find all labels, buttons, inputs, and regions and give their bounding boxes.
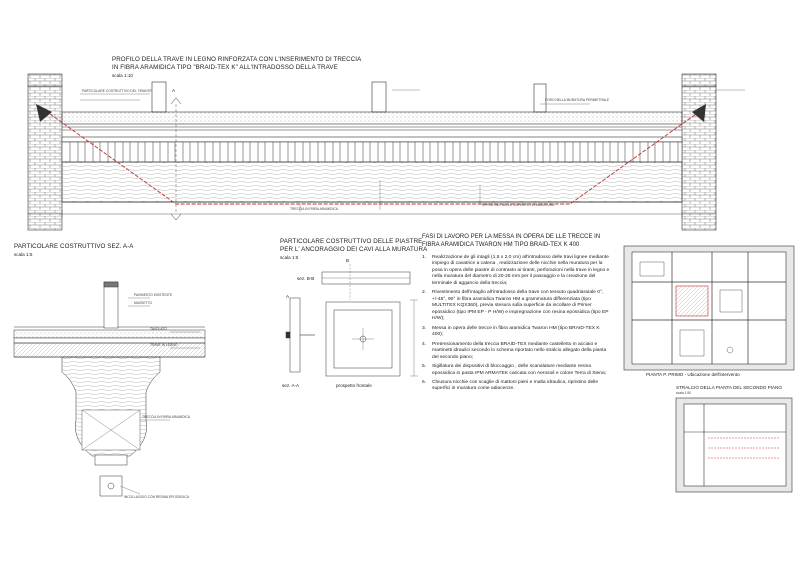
work-step — [422, 255, 612, 287]
joist — [415, 142, 423, 162]
section-aa-callout-4: TRAVE IN LEGNO — [150, 343, 178, 347]
plan-first-caption: PIANTA P. PRIMO - Ubicazione dell'intervento — [646, 372, 740, 377]
work-step — [422, 342, 612, 361]
joist — [70, 142, 78, 162]
section-aa-drawing — [14, 282, 205, 496]
plates-mark-a: A — [286, 294, 290, 299]
joist — [205, 142, 213, 162]
joist — [220, 142, 228, 162]
profile-title-line1: PROFILO DELLA TRAVE IN LEGNO RINFORZATA CON L'INSERIMENTO DI TRECCIA — [112, 56, 362, 63]
joist — [625, 142, 633, 162]
joist — [655, 142, 663, 162]
profile-section-mark: A — [172, 88, 176, 93]
plates-label-front: prospetto frontale — [336, 383, 372, 388]
joist — [370, 142, 378, 162]
section-aa-callout-2: MASSETTO — [134, 301, 153, 305]
work-step-number: 1. — [422, 255, 427, 260]
joist — [160, 142, 168, 162]
joist — [475, 142, 483, 162]
joist — [385, 142, 393, 162]
section-aa-callout-6: INCOLLAGGIO CON RESINA EPOSSIDICA — [124, 495, 190, 499]
work-step-number: 3. — [422, 325, 427, 331]
joist — [250, 142, 258, 162]
joist — [340, 142, 348, 162]
section-aa-callout-3: TAVOLATO — [150, 327, 167, 331]
joist — [490, 142, 498, 162]
joist — [445, 142, 453, 162]
work-step-number: 6. — [422, 379, 427, 385]
plan-second-floor-extract — [676, 398, 792, 492]
joist — [580, 142, 588, 162]
joist — [565, 142, 573, 162]
plates-title-line1: PARTICOLARE COSTRUTTIVO DELLE PIASTRE — [280, 238, 423, 245]
plan-first-floor — [624, 246, 794, 370]
plates-label-bb: sez. B-B — [297, 276, 315, 281]
joist — [610, 142, 618, 162]
joist — [310, 142, 318, 162]
profile-title-line2: IN FIBRA ARAMIDICA TIPO "BRAID-TEX K" ALL'INTRADOSSO DELLA TRAVE — [112, 64, 338, 71]
work-step — [422, 290, 612, 322]
joist — [535, 142, 543, 162]
vertical-joist — [104, 282, 118, 328]
work-step-text: Chiusura nicchie con scaglie di mattoni pieni e malta idraulica, ripristino delle superfici in muratura come adiacenze. — [432, 379, 599, 392]
profile-scale: scala 1:10 — [112, 73, 133, 78]
work-step-text: Rivestimento dell'intaglio all'intradosso della trave con tessuto quadriassiale 0°, +/-45°, 90° in fibra aramidica Twaron HM a grammatura differenziata (tipo MULTITEX KQX360), previa stesura sulla superficie da incollare di Primer epossidico (tipo IPM EP - P H/W) e impregnazione con resina epossidica (tipo EP H/W); — [432, 290, 609, 322]
joist — [130, 142, 138, 162]
work-steps-title-line1: FASI DI LAVORO PER LA MESSA IN OPERA DE LLE TRECCE IN — [422, 234, 601, 240]
joist — [505, 142, 513, 162]
joist — [550, 142, 558, 162]
right-wall — [682, 86, 716, 230]
plates-label-aa: sez. A-A — [282, 383, 300, 388]
work-step-number: 5. — [422, 364, 427, 370]
joist — [640, 142, 648, 162]
work-step — [422, 380, 612, 393]
wood-beam — [62, 162, 682, 202]
joists — [70, 142, 678, 162]
section-aa-callout-5: TRECCIA IN FIBRA ARAMIDICA — [142, 415, 190, 419]
joist — [295, 142, 303, 162]
joist — [520, 142, 528, 162]
work-steps-title-line2: FIBRA ARAMIDICA TWARON HM TIPO BRAID-TEX K 400 — [422, 241, 580, 248]
plan-second-caption: STRALCIO DELLA PIANTA DEL SECONDO PIANO — [676, 385, 782, 390]
work-step — [422, 326, 612, 339]
section-aa-title: PARTICOLARE COSTRUTTIVO SEZ. A-A — [14, 243, 134, 250]
section-aa-scale: scala 1:5 — [14, 252, 33, 257]
work-step-number: 2. — [422, 290, 427, 296]
joist — [85, 142, 93, 162]
joist — [235, 142, 243, 162]
joist — [145, 142, 153, 162]
joist — [280, 142, 288, 162]
work-step-text: Pretensionamento della treccia BRAID-TEX mediante castelletto in acciaio e martinetti idraulici secondo lo schema riportato nello stralcio allegato della pianta del secondo piano; — [432, 341, 607, 360]
joist — [670, 142, 678, 162]
joist — [595, 142, 603, 162]
work-steps — [422, 234, 612, 396]
plates-mark-b: B — [346, 258, 350, 263]
section-aa-callout-1: PAVIMENTO ESISTENTE — [134, 293, 173, 297]
work-steps-title — [422, 234, 612, 249]
joist — [430, 142, 438, 162]
joist — [190, 142, 198, 162]
plates-scale: scala 1:5 — [280, 255, 299, 260]
joist — [400, 142, 408, 162]
profile-callout-lower-right: RIPRISTINO DELLE SUPERFICI IN MURATURA — [482, 203, 555, 207]
left-wall — [28, 86, 62, 230]
work-step-text: Sigillatura dei dispositivi di bloccaggio , delle scanalature mediante resina epossidica in pasta IPM ARMATEK caricata con Aerosoil e colore Terra di Siena; — [432, 364, 607, 376]
joist — [355, 142, 363, 162]
profile-callout-upper-left: PARTICOLARE COSTRUTTIVO DEL TIRANTE — [82, 89, 152, 93]
work-step-text: Realizzazione de gli intagli (1,5 x 2,0 cm) all'intradosso delle travi lignee mediante impiego di cavatrice a catena , realizzazione delle nicchie nella muratura per la posa in opera delle piastre di contrasto ai tiranti, perforazioni nella trave in legno e nella muratura del diametro di 20-25 mm per il passaggio e la creazione del terminale di aggancio della treccia; — [432, 255, 610, 286]
work-step-text: Messa in opera delle trecce in fibra aramidica Twaron HM (tipo BRAID-TEX K 400); — [432, 325, 600, 338]
beam-profile-drawing — [28, 74, 745, 230]
work-step-number: 4. — [422, 341, 427, 347]
joist — [460, 142, 468, 162]
work-steps-list — [422, 255, 612, 393]
joist — [100, 142, 108, 162]
plan-second-scale: scala 1:50 — [676, 391, 692, 395]
profile-callout-upper-right: FORO NELLA MURATURA PERIMETRALE — [545, 98, 610, 102]
plates-title-line2: PER L' ANCORAGGIO DEI CAVI ALLA MURATURA — [280, 246, 428, 253]
work-step — [422, 364, 612, 377]
joist — [325, 142, 333, 162]
profile-callout-lower-center: TRECCIA IN FIBRA ARAMIDICA — [290, 207, 338, 211]
joist — [115, 142, 123, 162]
joist — [265, 142, 273, 162]
floor-slab — [62, 112, 682, 124]
